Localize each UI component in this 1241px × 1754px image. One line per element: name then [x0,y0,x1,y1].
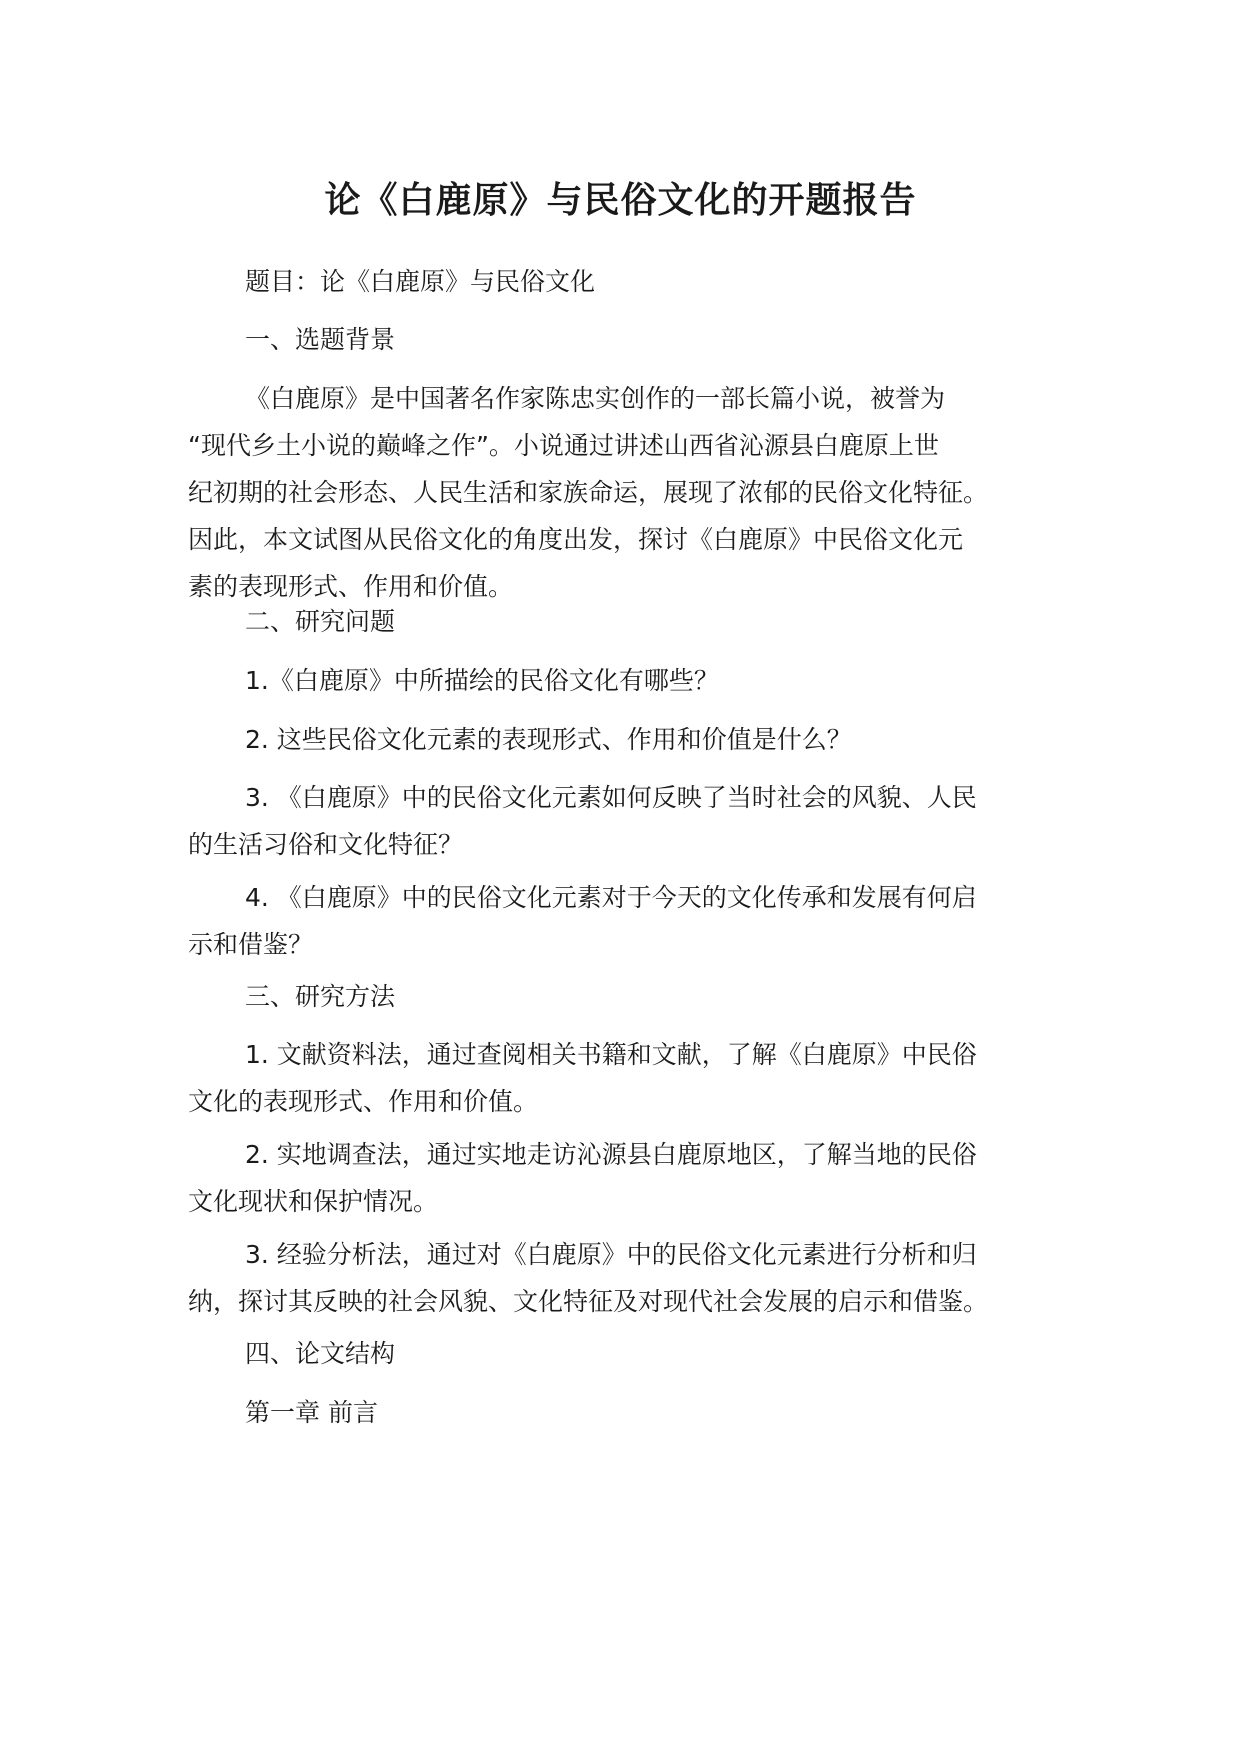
section-heading-questions: 二、研究问题 [245,607,396,636]
section-heading-background: 一、选题背景 [245,325,396,354]
paragraph-line: 文化现状和保护情况。 [188,1187,439,1216]
method-item-1 [188,1031,1078,1125]
method-item-3 [188,1231,1078,1325]
paragraph-line: 3. 《白鹿原》中的民俗文化元素如何反映了当时社会的风貌、人民 [245,783,977,812]
question-item-3 [188,774,1078,868]
question-item-2: 2. 这些民俗文化元素的表现形式、作用和价值是什么？ [245,725,852,754]
paragraph-line: 素的表现形式、作用和价值。 [188,572,514,601]
paragraph-line: 的生活习俗和文化特征？ [188,830,464,859]
paragraph-line: 文化的表现形式、作用和价值。 [188,1087,539,1116]
question-item-4 [188,874,1078,968]
section-heading-structure: 四、论文结构 [245,1339,396,1368]
background-paragraph [188,375,1078,610]
paragraph-line: 因此，本文试图从民俗文化的角度出发，探讨《白鹿原》中民俗文化元 [188,525,964,554]
paragraph-line: 《白鹿原》是中国著名作家陈忠实创作的一部长篇小说，被誉为 [245,384,946,413]
topic-line: 题目：论《白鹿原》与民俗文化 [245,267,596,296]
paragraph-line: 纪初期的社会形态、人民生活和家族命运，展现了浓郁的民俗文化特征。 [188,478,989,507]
paragraph-line: 2. 实地调查法，通过实地走访沁源县白鹿原地区，了解当地的民俗 [245,1140,977,1169]
paragraph-line: 3. 经验分析法，通过对《白鹿原》中的民俗文化元素进行分析和归 [245,1240,977,1269]
paragraph-line: 1. 文献资料法，通过查阅相关书籍和文献，了解《白鹿原》中民俗 [245,1040,977,1069]
document-title: 论《白鹿原》与民俗文化的开题报告 [324,180,917,221]
paragraph-line: 4. 《白鹿原》中的民俗文化元素对于今天的文化传承和发展有何启 [245,883,977,912]
section-heading-methods: 三、研究方法 [245,982,396,1011]
method-item-2 [188,1131,1078,1225]
paragraph-line: 示和借鉴？ [188,930,314,959]
paragraph-line: “现代乡土小说的巅峰之作”。小说通过讲述山西省沁源县白鹿原上世 [188,431,939,460]
chapter-1-heading: 第一章 前言 [245,1398,378,1427]
question-item-1: 1.《白鹿原》中所描绘的民俗文化有哪些？ [245,666,719,695]
paragraph-line: 纳，探讨其反映的社会风貌、文化特征及对现代社会发展的启示和借鉴。 [188,1287,989,1316]
